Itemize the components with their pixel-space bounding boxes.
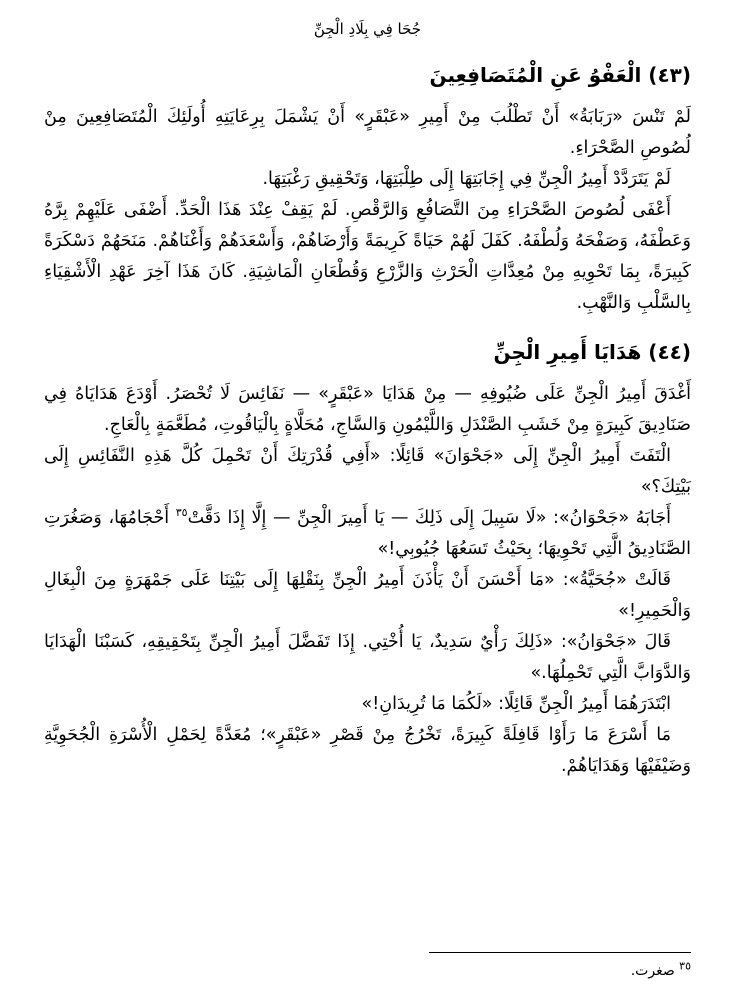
paragraph: قَالَ «جَحْوَانُ»: «ذَلِكَ رَأْيٌ سَدِيدٌ، يَا أُخْتِي. إِذَا تَفَضَّلَ أَمِيرُ الْجِنِّ بِتَحْقِيقِهِ، كَسَبْنَا الْهَدَايَا وَالدَّوَابَّ الَّتِي تَحْمِلُهَا.» (44, 632, 691, 683)
paragraph: أَعْفَى لُصُوصَ الصَّحْرَاءِ مِنَ التَّصَافُعِ وَالرَّقْصِ. لَمْ يَقِفْ عِنْدَ هَذَا الْحَدِّ. أَضْفَى عَلَيْهِمْ بِرَّهُ وَعَطْفَهُ، وَصَفْحَهُ وَلُطْفَهُ. كَفَلَ لَهُمْ حَيَاةً كَرِيمَةً وَأَرْضَاهُمْ، وَأَسْعَدَهُمْ وَأَغْنَاهُمْ. مَنَحَهُمْ دَسْكَرَةً كَبِيرَةً، بِمَا تَحْوِيهِ مِنْ مُعِدَّاتِ الْحَرْثِ وَالزَّرْعِ وَقُطْعَانِ الْمَاشِيَةِ. كَانَ هَذَا آخِرَ عَهْدِ الْأَشْقِيَاءِ بِالسَّلْبِ وَالنَّهْبِ. (44, 200, 691, 313)
footnote-divider (429, 952, 691, 953)
paragraph: مَا أَسْرَعَ مَا رَأَوْا قَافِلَةً كَبِيرَةً، تَخْرُجُ مِنْ قَصْرِ «عَبْقَرٍ»؛ مُعَدَّةً لِحَمْلِ الْأُسْرَةِ الْجُحَوِيَّةِ وَضَيْفَيْهَا وَهَدَايَاهُمْ. (44, 725, 691, 776)
section-title-43: (٤٣) الْعَفْوُ عَنِ الْمُتَصَافِعِينَ (429, 63, 691, 87)
running-head: جُحَا فِي بِلَادِ الْجِنِّ (313, 20, 422, 38)
paragraph: ابْتَدَرَهُمَا أَمِيرُ الْجِنِّ قَائِلًا: «لَكُمَا مَا تُرِيدَانِ!» (361, 694, 671, 714)
section-title-44: (٤٤) هَدَايَا أَمِيرِ الْجِنِّ (493, 340, 691, 364)
reply-text-end: أَحْجَامُهَا، وَصَغُرَتِ الصَّنَادِيقُ الَّتِي تَحْوِيهَا؛ بِحَيْثُ تَسَعُهَا جُيُوبِي!» (44, 508, 691, 559)
footnote-reference: ٣٥ (175, 506, 188, 520)
paragraph: الْتَفَتَ أَمِيرُ الْجِنِّ إِلَى «جَحْوَانَ» قَائِلًا: «أَفِي قُدْرَتِكَ أَنْ تَحْمِلَ كُلَّ هَذِهِ النَّفَائِسِ إِلَى بَيْتِكَ؟» (44, 446, 691, 497)
reply-text-start: أَجَابَهُ «جَحْوَانُ»: «لَا سَبِيلَ إِلَى ذَلِكَ — يَا أَمِيرَ الْجِنِّ — إِلَّا إِذَا دَقَّتْ (187, 508, 671, 528)
footnote-text: صغرت. (630, 963, 675, 979)
paragraph-with-footnote (44, 503, 691, 565)
footnote-number: ٣٥ (679, 959, 691, 973)
footnote (631, 960, 691, 982)
paragraph: أَغْدَقَ أَمِيرُ الْجِنِّ عَلَى ضُيُوفِهِ — مِنْ هَدَايَا «عَبْقَرٍ» — نَفَائِسَ لَا تُحْصَرُ. أَوْدَعَ هَدَايَاهُ فِي صَنَادِيقَ كَبِيرَةٍ مِنْ خَشَبِ الصَّنْدَلِ وَاللَّيْمُونِ وَالسَّاجِ، مُحَلَّاةٍ بِالْيَاقُوتِ، مُطَعَّمَةٍ بِالْعَاجِ. (44, 384, 691, 435)
paragraph: لَمْ يَتَرَدَّدْ أَمِيرُ الْجِنِّ فِي إِجَابَتِهَا إِلَى طِلْبَتِهَا، وَتَحْقِيقِ رَغْبَتِهَا. (262, 169, 671, 189)
paragraph: لَمْ تَنْسَ «رَبَابَةُ» أَنْ تَطْلُبَ مِنْ أَمِيرِ «عَبْقَرٍ» أَنْ يَشْمَلَ بِرِعَايَتِهِ أُولَئِكَ الْمُتَصَافِعِينَ مِنْ لُصُوصِ الصَّحْرَاءِ. (44, 107, 691, 158)
paragraph: قَالَتْ «جُحَيَّةُ»: «مَا أَحْسَنَ أَنْ يَأْذَنَ أَمِيرُ الْجِنِّ بِنَقْلِهَا إِلَى بَيْتِنَا عَلَى جَمْهَرَةٍ مِنَ الْبِغَالِ وَالْحَمِيرِ!» (44, 570, 691, 621)
